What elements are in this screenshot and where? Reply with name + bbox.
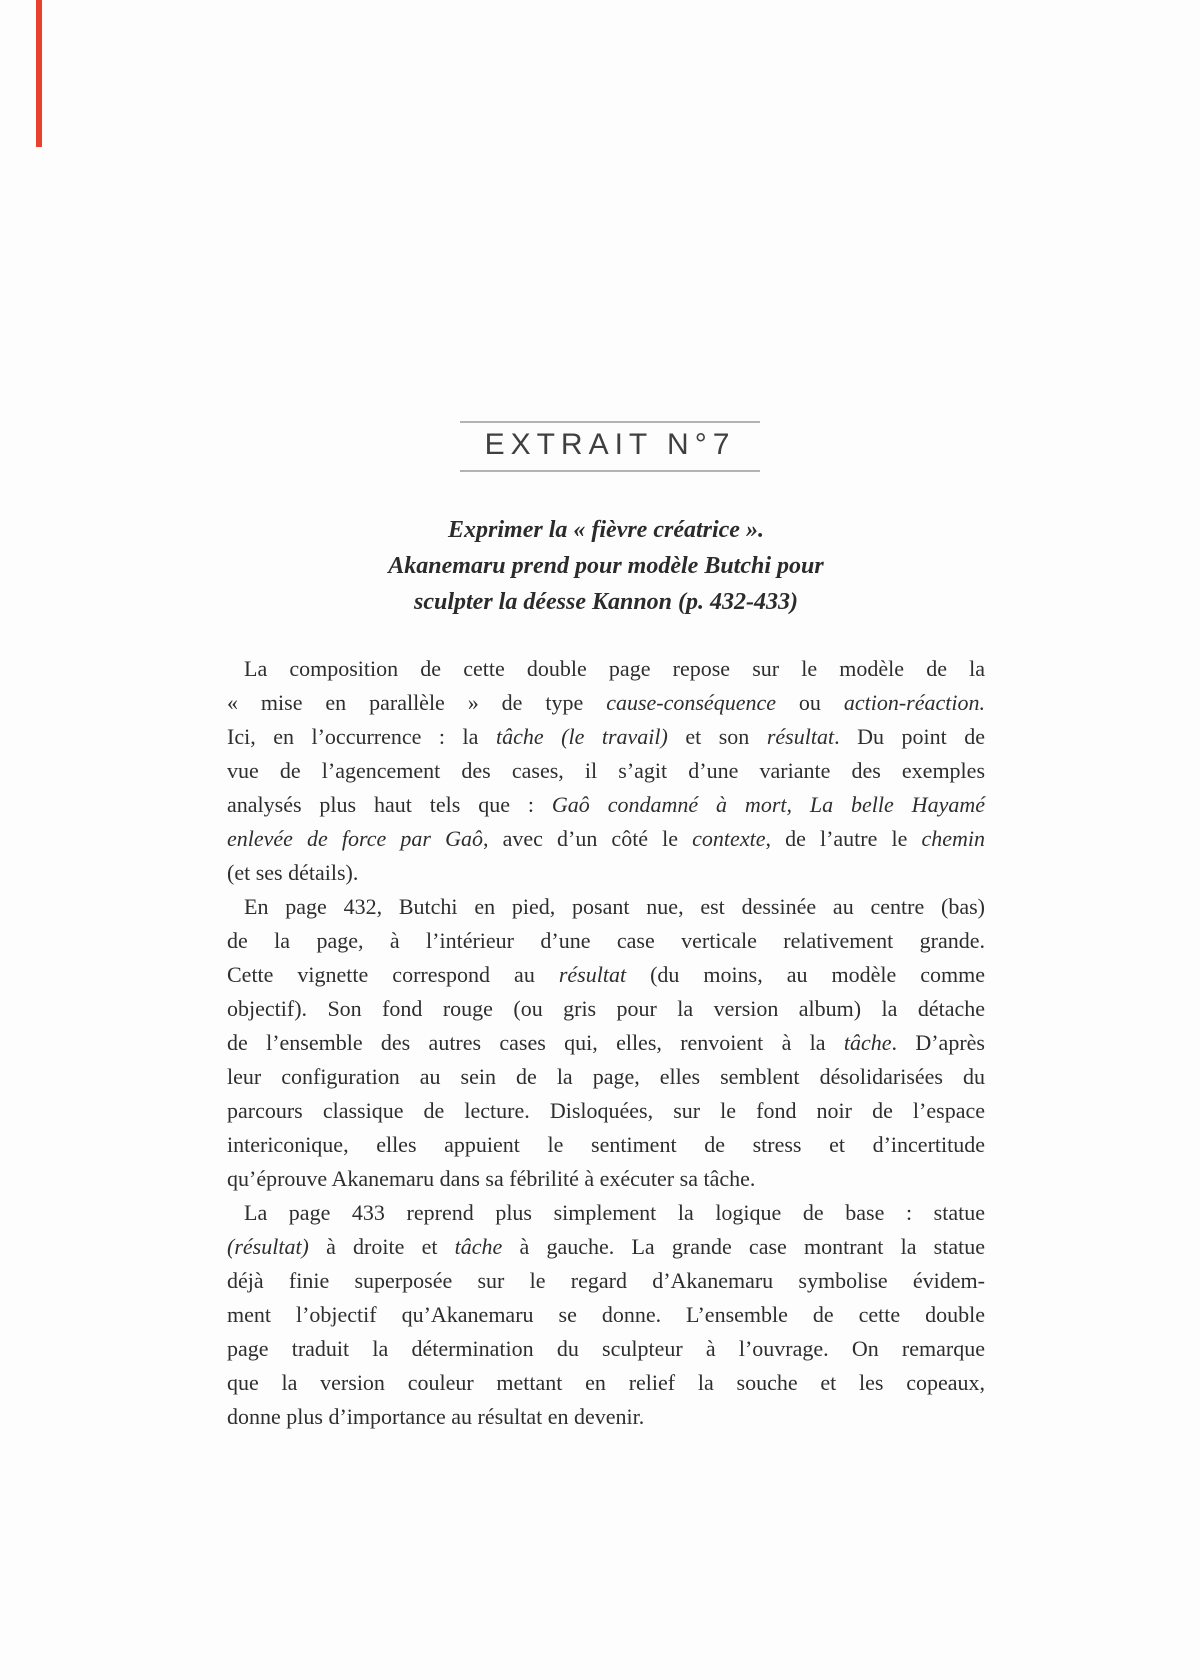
- italic-text: Gaô condamné à mort, La belle Hayamé: [551, 792, 985, 817]
- text-segment: déjà finie superposée sur le regard d’Akanemaru symbolise évidem-: [227, 1268, 985, 1293]
- text-line: [227, 1298, 985, 1332]
- text-line: [227, 1094, 985, 1128]
- italic-text: action-réaction.: [843, 690, 985, 715]
- text-line: [227, 720, 985, 754]
- text-line: [227, 992, 985, 1026]
- italic-text: tâche: [454, 1234, 503, 1259]
- text-line: [227, 1128, 985, 1162]
- text-segment: En page 432, Butchi en pied, posant nue, est dessinée au centre (bas): [244, 894, 985, 919]
- italic-text: contexte: [692, 826, 766, 851]
- text-segment: à gauche. La grande case montrant la statue: [502, 1234, 985, 1259]
- text-line: [227, 1230, 985, 1264]
- paragraph: [227, 652, 985, 890]
- text-segment: . Du point de: [834, 724, 985, 749]
- italic-text: cause-conséquence: [606, 690, 776, 715]
- text-segment: de l’ensemble des autres cases qui, elles, renvoient à la: [227, 1030, 844, 1055]
- text-line: [227, 652, 985, 686]
- italic-text: résultat: [766, 724, 835, 749]
- section-heading-block: [460, 421, 760, 472]
- subtitle-line: Exprimer la « fièvre créatrice ».: [448, 517, 764, 543]
- text-segment: Ici, en l’occurrence : la: [227, 724, 496, 749]
- text-line: [227, 1060, 985, 1094]
- text-segment: à droite et: [308, 1234, 455, 1259]
- italic-text: tâche: [495, 724, 544, 749]
- text-line: [227, 1366, 985, 1400]
- paragraph: [227, 1196, 985, 1434]
- text-segment: , de l’autre le: [765, 826, 922, 851]
- text-line: [227, 1400, 985, 1434]
- text-line: [227, 1264, 985, 1298]
- text-segment: de la page, à l’intérieur d’une case verticale relativement grande.: [227, 928, 985, 953]
- text-line: [227, 1162, 985, 1196]
- text-segment: vue de l’agencement des cases, il s’agit d’une variante des exemples: [227, 758, 985, 783]
- italic-text: chemin: [921, 826, 985, 851]
- text-segment: parcours classique de lecture. Disloquées, sur le fond noir de l’espace: [227, 1098, 985, 1123]
- text-line: [227, 754, 985, 788]
- excerpt-subtitle: [227, 512, 985, 620]
- subtitle-line: sculpter la déesse Kannon (p. 432-433): [414, 589, 798, 615]
- text-segment: Cette vignette correspond au: [227, 962, 559, 987]
- italic-text: enlevée de force par Gaô: [227, 826, 483, 851]
- text-segment: qu’éprouve Akanemaru dans sa fébrilité à exécuter sa tâche.: [227, 1166, 756, 1191]
- text-segment: leur configuration au sein de la page, elles semblent désolidarisées du: [227, 1064, 985, 1089]
- text-segment: ment l’objectif qu’Akanemaru se donne. L’ensemble de cette double: [227, 1302, 985, 1327]
- text-segment: objectif). Son fond rouge (ou gris pour la version album) la détache: [227, 996, 985, 1021]
- text-line: [227, 788, 985, 822]
- italic-text: (le travail): [561, 724, 668, 749]
- text-line: [227, 686, 985, 720]
- text-segment: , avec d’un côté le: [482, 826, 693, 851]
- text-line: [227, 1026, 985, 1060]
- text-segment: La page 433 reprend plus simplement la logique de base : statue: [244, 1200, 985, 1225]
- text-segment: ou: [776, 690, 844, 715]
- italic-text: résultat: [558, 962, 627, 987]
- text-line: [227, 856, 985, 890]
- text-segment: intericonique, elles appuient le sentiment de stress et d’incertitude: [227, 1132, 985, 1157]
- text-segment: analysés plus haut tels que :: [227, 792, 552, 817]
- text-line: [227, 1332, 985, 1366]
- paragraph: [227, 890, 985, 1196]
- italic-text: (résultat): [227, 1234, 309, 1259]
- text-segment: [544, 724, 562, 749]
- text-segment: (du moins, au modèle comme: [626, 962, 985, 987]
- section-heading: EXTRAIT N°7: [484, 428, 736, 461]
- text-line: [227, 924, 985, 958]
- text-segment: « mise en parallèle » de type: [227, 690, 607, 715]
- text-segment: et son: [667, 724, 767, 749]
- scan-edge-mark: [36, 0, 42, 147]
- text-segment: La composition de cette double page repose sur le modèle de la: [244, 656, 985, 681]
- text-line: [227, 958, 985, 992]
- text-segment: (et ses détails).: [227, 860, 359, 885]
- text-line: [227, 890, 985, 924]
- text-segment: page traduit la détermination du sculpteur à l’ouvrage. On remarque: [227, 1336, 985, 1361]
- text-segment: . D’après: [891, 1030, 985, 1055]
- text-line: [227, 822, 985, 856]
- italic-text: tâche: [843, 1030, 892, 1055]
- text-line: [227, 1196, 985, 1230]
- subtitle-line: Akanemaru prend pour modèle Butchi pour: [388, 553, 824, 579]
- text-segment: donne plus d’importance au résultat en devenir.: [227, 1404, 645, 1429]
- body-text: [227, 652, 985, 1434]
- text-segment: que la version couleur mettant en relief la souche et les copeaux,: [227, 1370, 985, 1395]
